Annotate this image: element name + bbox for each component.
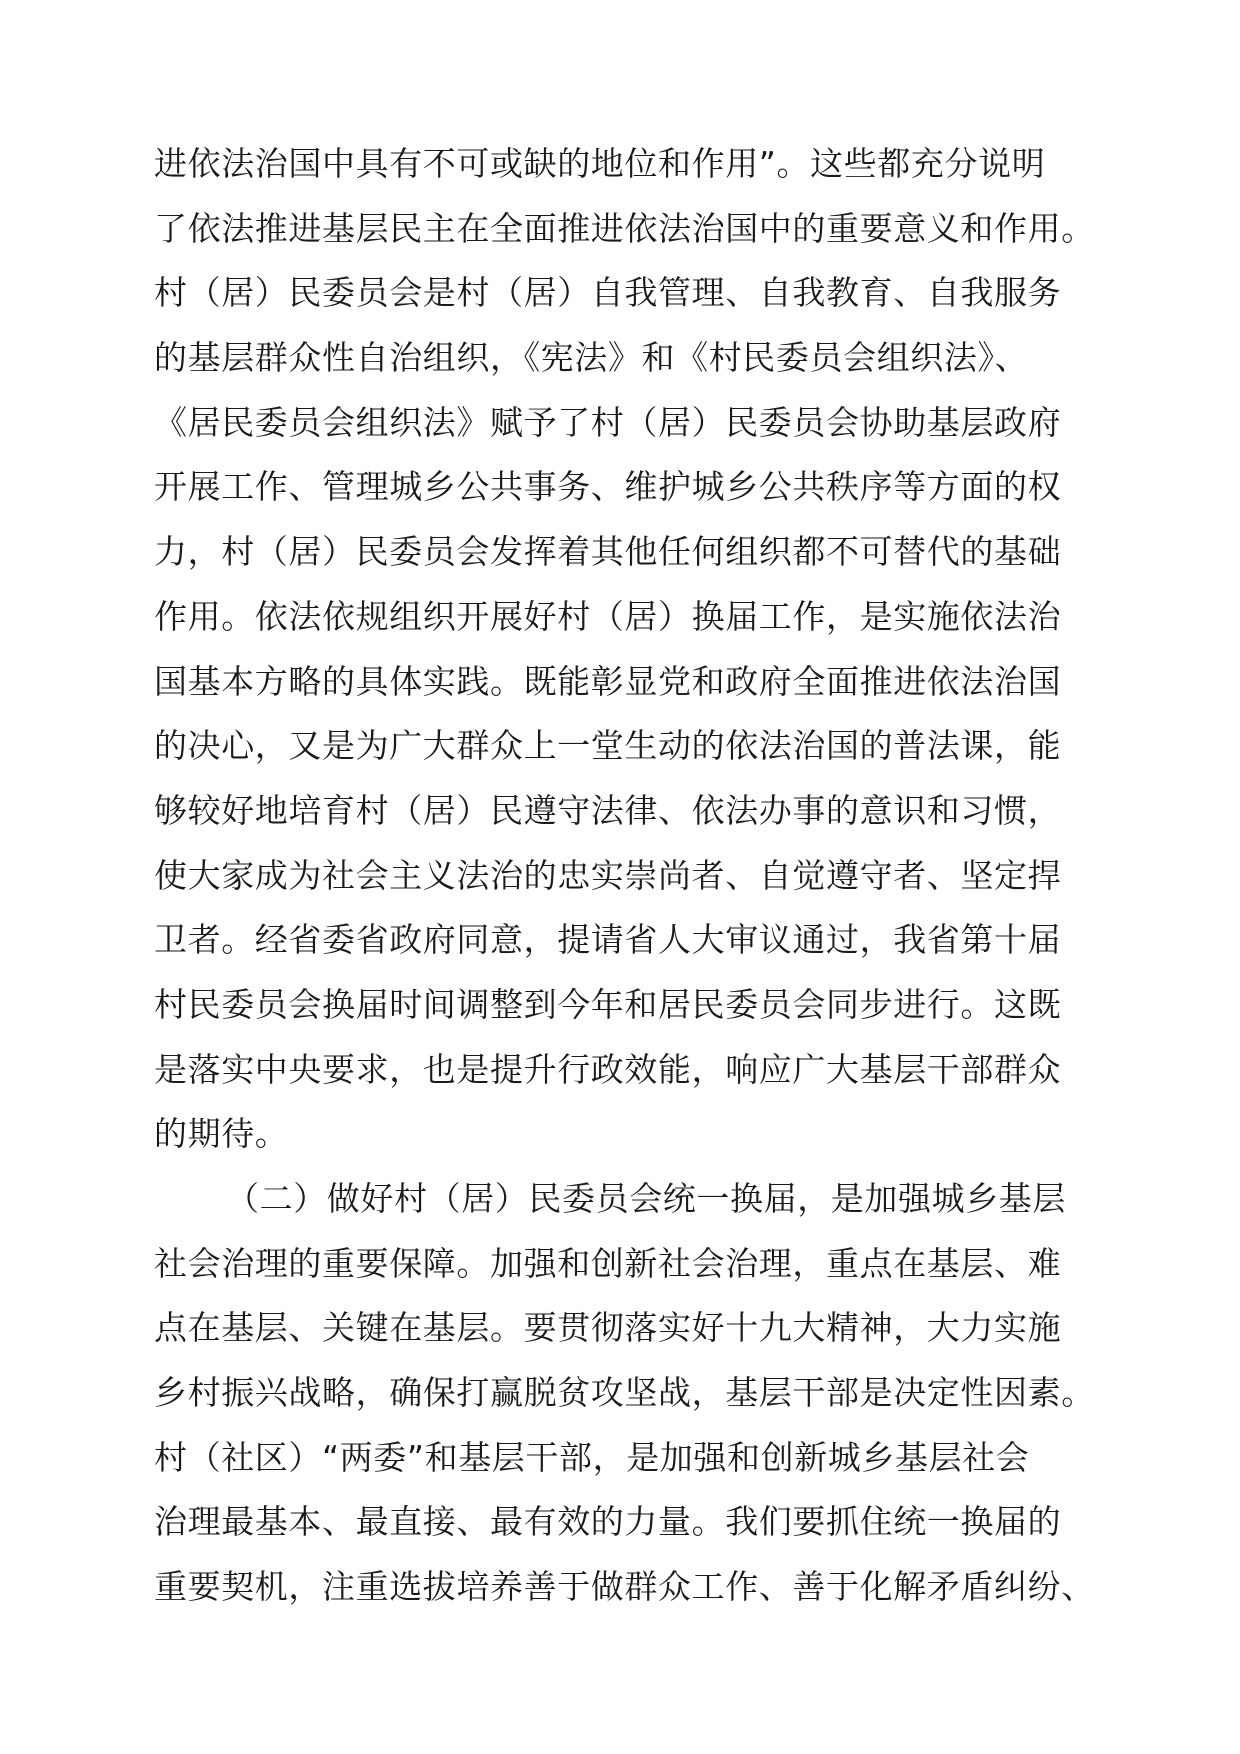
text-line: 使大家成为社会主义法治的忠实崇尚者、自觉遵守者、坚定捍 bbox=[154, 855, 1062, 895]
text-line: 乡村振兴战略，确保打赢脱贫攻坚战，基层干部是决定性因素。 bbox=[154, 1373, 1095, 1413]
text-line: 的基层群众性自治组织，《宪法》和《村民委员会组织法》、 bbox=[154, 338, 1029, 378]
text-line: 的期待。 bbox=[154, 1114, 289, 1154]
text-line: 是落实中央要求，也是提升行政效能，响应广大基层干部群众 bbox=[154, 1049, 1062, 1089]
text-line: 了依法推进基层民主在全面推进依法治国中的重要意义和作用。 bbox=[154, 208, 1095, 248]
text-line: 的决心，又是为广大群众上一堂生动的依法治国的普法课，能 bbox=[154, 726, 1062, 766]
text-line: 力，村（居）民委员会发挥着其他任何组织都不可替代的基础 bbox=[154, 532, 1062, 572]
body-text bbox=[154, 132, 1096, 1620]
text-line: 村（居）民委员会是村（居）自我管理、自我教育、自我服务 bbox=[154, 273, 1062, 313]
text-line: 够较好地培育村（居）民遵守法律、依法办事的意识和习惯， bbox=[154, 790, 1062, 830]
text-line: 村（社区）“两委”和基层干部，是加强和创新城乡基层社会 bbox=[154, 1437, 1030, 1477]
text-line: 开展工作、管理城乡公共事务、维护城乡公共秩序等方面的权 bbox=[154, 467, 1062, 507]
text-line: 《居民委员会组织法》赋予了村（居）民委员会协助基层政府 bbox=[154, 402, 1062, 442]
text-line: 治理最基本、最直接、最有效的力量。我们要抓住统一换届的 bbox=[154, 1502, 1062, 1542]
text-line: 村民委员会换届时间调整到今年和居民委员会同步进行。这既 bbox=[154, 984, 1062, 1024]
text-line: 进依法治国中具有不可或缺的地位和作用”。这些都充分说明 bbox=[154, 144, 1046, 183]
text-line: 社会治理的重要保障。加强和创新社会治理，重点在基层、难 bbox=[154, 1243, 1062, 1283]
text-line: 点在基层、关键在基层。要贯彻落实好十九大精神，大力实施 bbox=[154, 1308, 1062, 1348]
text-line: 重要契机，注重选拔培养善于做群众工作、善于化解矛盾纠纷、 bbox=[154, 1567, 1095, 1607]
text-line: （二）做好村（居）民委员会统一换届，是加强城乡基层 bbox=[226, 1179, 1066, 1218]
text-line: 作用。依法依规组织开展好村（居）换届工作，是实施依法治 bbox=[154, 596, 1062, 636]
text-line: 卫者。经省委省政府同意，提请省人大审议通过，我省第十届 bbox=[154, 920, 1062, 960]
text-line: 国基本方略的具体实践。既能彰显党和政府全面推进依法治国 bbox=[154, 661, 1062, 701]
